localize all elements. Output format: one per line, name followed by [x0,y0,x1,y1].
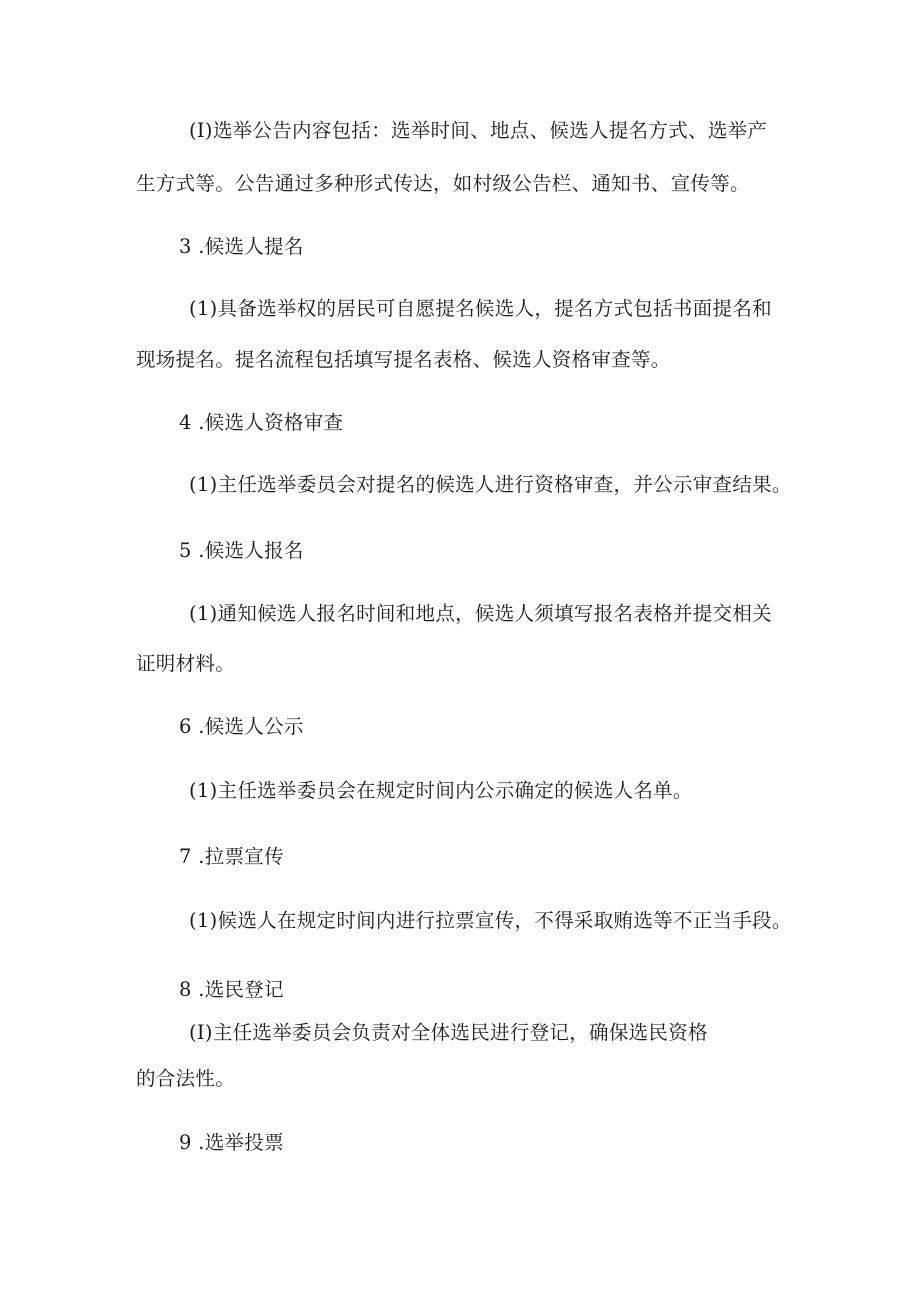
paragraph-voter-registration-line-2: 的合法性。 [136,1067,236,1090]
paragraph-nomination-line-2: 现场提名。提名流程包括填写提名表格、候选人资格审查等。 [136,348,671,371]
section-heading-9: 9 .选举投票 [179,1131,284,1154]
paragraph-election-notice-line-2: 生方式等。公告通过多种形式传达，如村级公告栏、通知书、宣传等。 [136,172,750,195]
section-heading-3: 3 .候选人提名 [179,235,304,258]
section-heading-6: 6 .候选人公示 [179,715,304,738]
section-heading-8: 8 .选民登记 [179,978,284,1001]
paragraph-registration-line-2: 证明材料。 [136,652,236,675]
paragraph-election-notice-line-1: (I)选举公告内容包括：选举时间、地点、候选人提名方式、选举产 [189,119,768,142]
paragraph-candidate-publicity: (1)主任选举委员会在规定时间内公示确定的候选人名单。 [189,779,693,802]
paragraph-qualification-review: (1)主任选举委员会对提名的候选人进行资格审查，并公示审查结果。 [189,473,792,496]
section-heading-7: 7 .拉票宣传 [179,845,284,868]
paragraph-canvassing: (1)候选人在规定时间内进行拉票宣传，不得采取贿选等不正当手段。 [189,909,792,932]
section-heading-4: 4 .候选人资格审查 [179,411,344,434]
paragraph-voter-registration-line-1: (I)主任选举委员会负责对全体选民进行登记，确保选民资格 [189,1021,708,1044]
paragraph-nomination-line-1: (1)具备选举权的居民可自愿提名候选人，提名方式包括书面提名和 [189,297,772,320]
section-heading-5: 5 .候选人报名 [179,539,304,562]
paragraph-registration-line-1: (1)通知候选人报名时间和地点，候选人须填写报名表格并提交相关 [189,602,772,625]
